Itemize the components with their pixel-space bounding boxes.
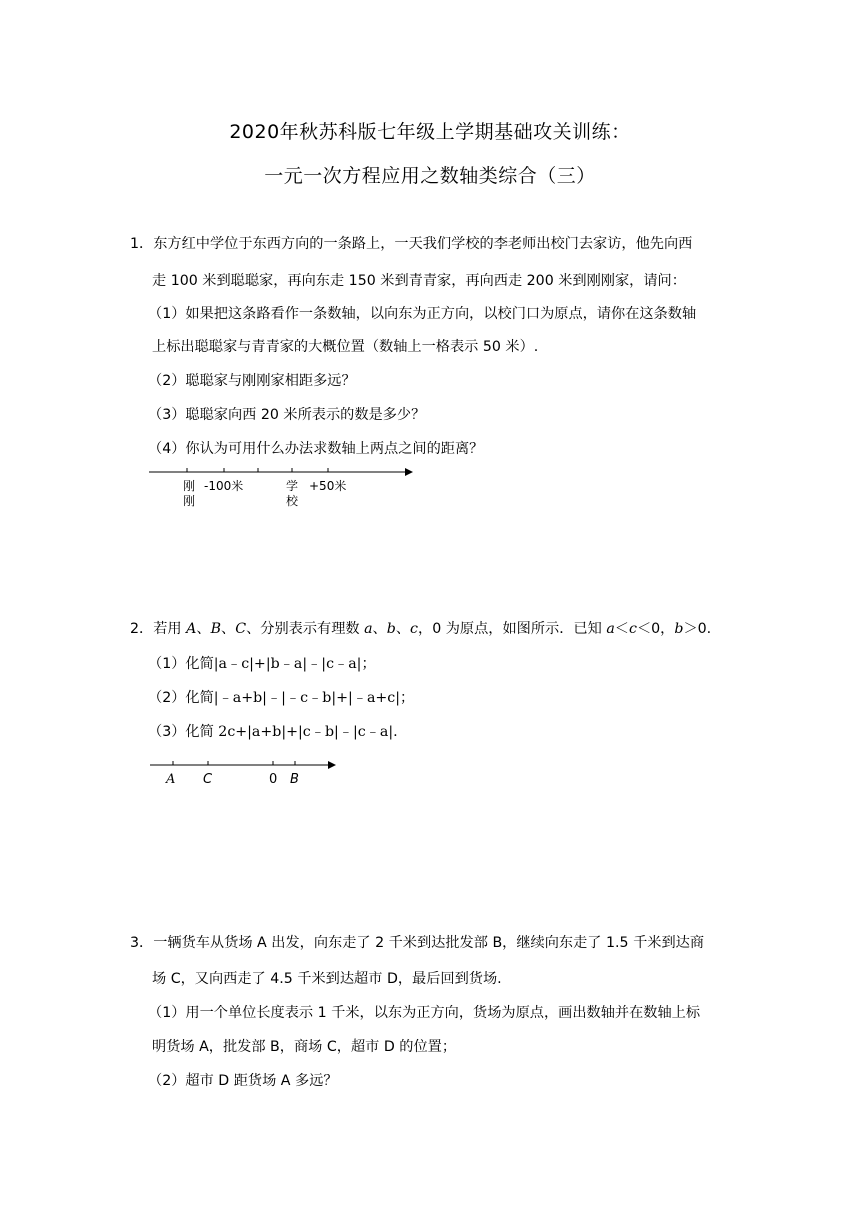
q2-number: 2． [130,621,154,637]
q2-sep: 、 [221,621,236,637]
q1-part1-b: 上标出聪聪家与青青家的大概位置（数轴上一格表示 50 米）. [152,339,539,355]
q1-part2: （2）聪聪家与刚刚家相距多远？ [148,373,356,389]
q1-part3: （3）聪聪家向西 20 米所表示的数是多少？ [148,407,426,423]
q3-line2: 场 C，又向西走了 4.5 千米到达超市 D，最后回到货场. [152,971,502,987]
q2-cond-lt: ＜ [614,621,629,637]
q2-intro-c: ，0 为原点，如图所示．已知 [418,621,607,637]
q2-cond-a: a [606,621,615,637]
q2-var-a: a [364,621,373,637]
q2-var-C: C [235,621,247,637]
q1-number-line [145,460,425,520]
axis-label-xiao: 校 [286,494,299,508]
page-title-line2: 一元一次方程应用之数轴类综合（三） [264,165,596,187]
q2-sep: 、 [196,621,211,637]
axis-label-gang-2: 刚 [183,494,196,508]
q3-line1 [130,933,704,953]
q1-part1-a: （1）如果把这条路看作一条数轴，以向东为正方向，以校门口为原点，请你在这条数轴 [148,306,697,322]
q3-part2: （2）超市 D 距货场 A 多远？ [148,1073,338,1089]
q2-sep: 、 [372,621,387,637]
q1-line1 [130,234,692,254]
q2-part3-label: （3）化简 [148,724,219,740]
q2-intro-b: 、分别表示有理数 [246,621,365,637]
q2-var-B: B [210,621,221,637]
q2-part2 [148,688,414,708]
axis-point-A: A [166,772,176,787]
q2-var-b: b [386,621,396,637]
q1-part4: （4）你认为可用什么办法求数轴上两点之间的距离？ [148,441,484,457]
q3-number: 3． [130,935,154,951]
axis-origin-0: 0 [269,772,278,787]
axis-label-xue: 学 [286,479,299,493]
q2-cond-gt0: ＞0. [683,621,712,637]
q2-cond-lt0: ＜0， [636,621,675,637]
q2-part1-expr: |a﹣c|+|b﹣a|﹣|c﹣a|； [213,656,376,672]
q2-number-line [148,754,348,794]
q3-part1-a: （1）用一个单位长度表示 1 千米，以东为正方向，货场为原点，画出数轴并在数轴上标 [148,1005,701,1021]
q2-part1 [148,654,376,674]
q2-intro-a: 若用 [153,621,187,637]
axis-label-minus-100: -100米 [204,479,244,493]
q1-number: 1． [130,236,154,252]
q2-var-c: c [410,621,418,637]
q1-line2: 走 100 米到聪聪家，再向东走 150 米到青青家，再向西走 200 米到刚刚家，请问： [152,273,686,289]
q2-part1-label: （1）化简 [148,656,214,672]
q2-sep: 、 [395,621,411,637]
q2-line1 [130,619,711,639]
axis-label-plus-50: +50米 [309,479,347,493]
q2-cond-b: b [674,621,684,637]
axis-label-gang-1: 刚 [183,479,196,493]
page-title-line1: 2020年秋苏科版七年级上学期基础攻关训练： [229,121,631,143]
q3-part1-b: 明货场 A，批发部 B，商场 C，超市 D 的位置； [152,1039,457,1055]
q2-part3 [148,722,398,742]
q2-var-A: A [186,621,197,637]
q2-part2-label: （2）化简 [148,690,214,706]
q1-text-1: 东方红中学位于东西方向的一条路上，一天我们学校的李老师出校门去家访，他先向西 [153,236,693,252]
axis-point-C: C [203,772,213,787]
q2-part3-expr: 2c+|a+b|+|c﹣b|﹣|c﹣a|. [218,724,398,740]
q3-text-1: 一辆货车从货场 A 出发，向东走了 2 千米到达批发部 B，继续向东走了 1.5 千米到达商 [153,935,705,951]
axis-point-B: B [290,772,299,787]
q2-part2-expr: |﹣a+b|﹣|﹣c﹣b|+|﹣a+c|； [213,690,415,706]
q2-cond-c: c [628,621,637,637]
